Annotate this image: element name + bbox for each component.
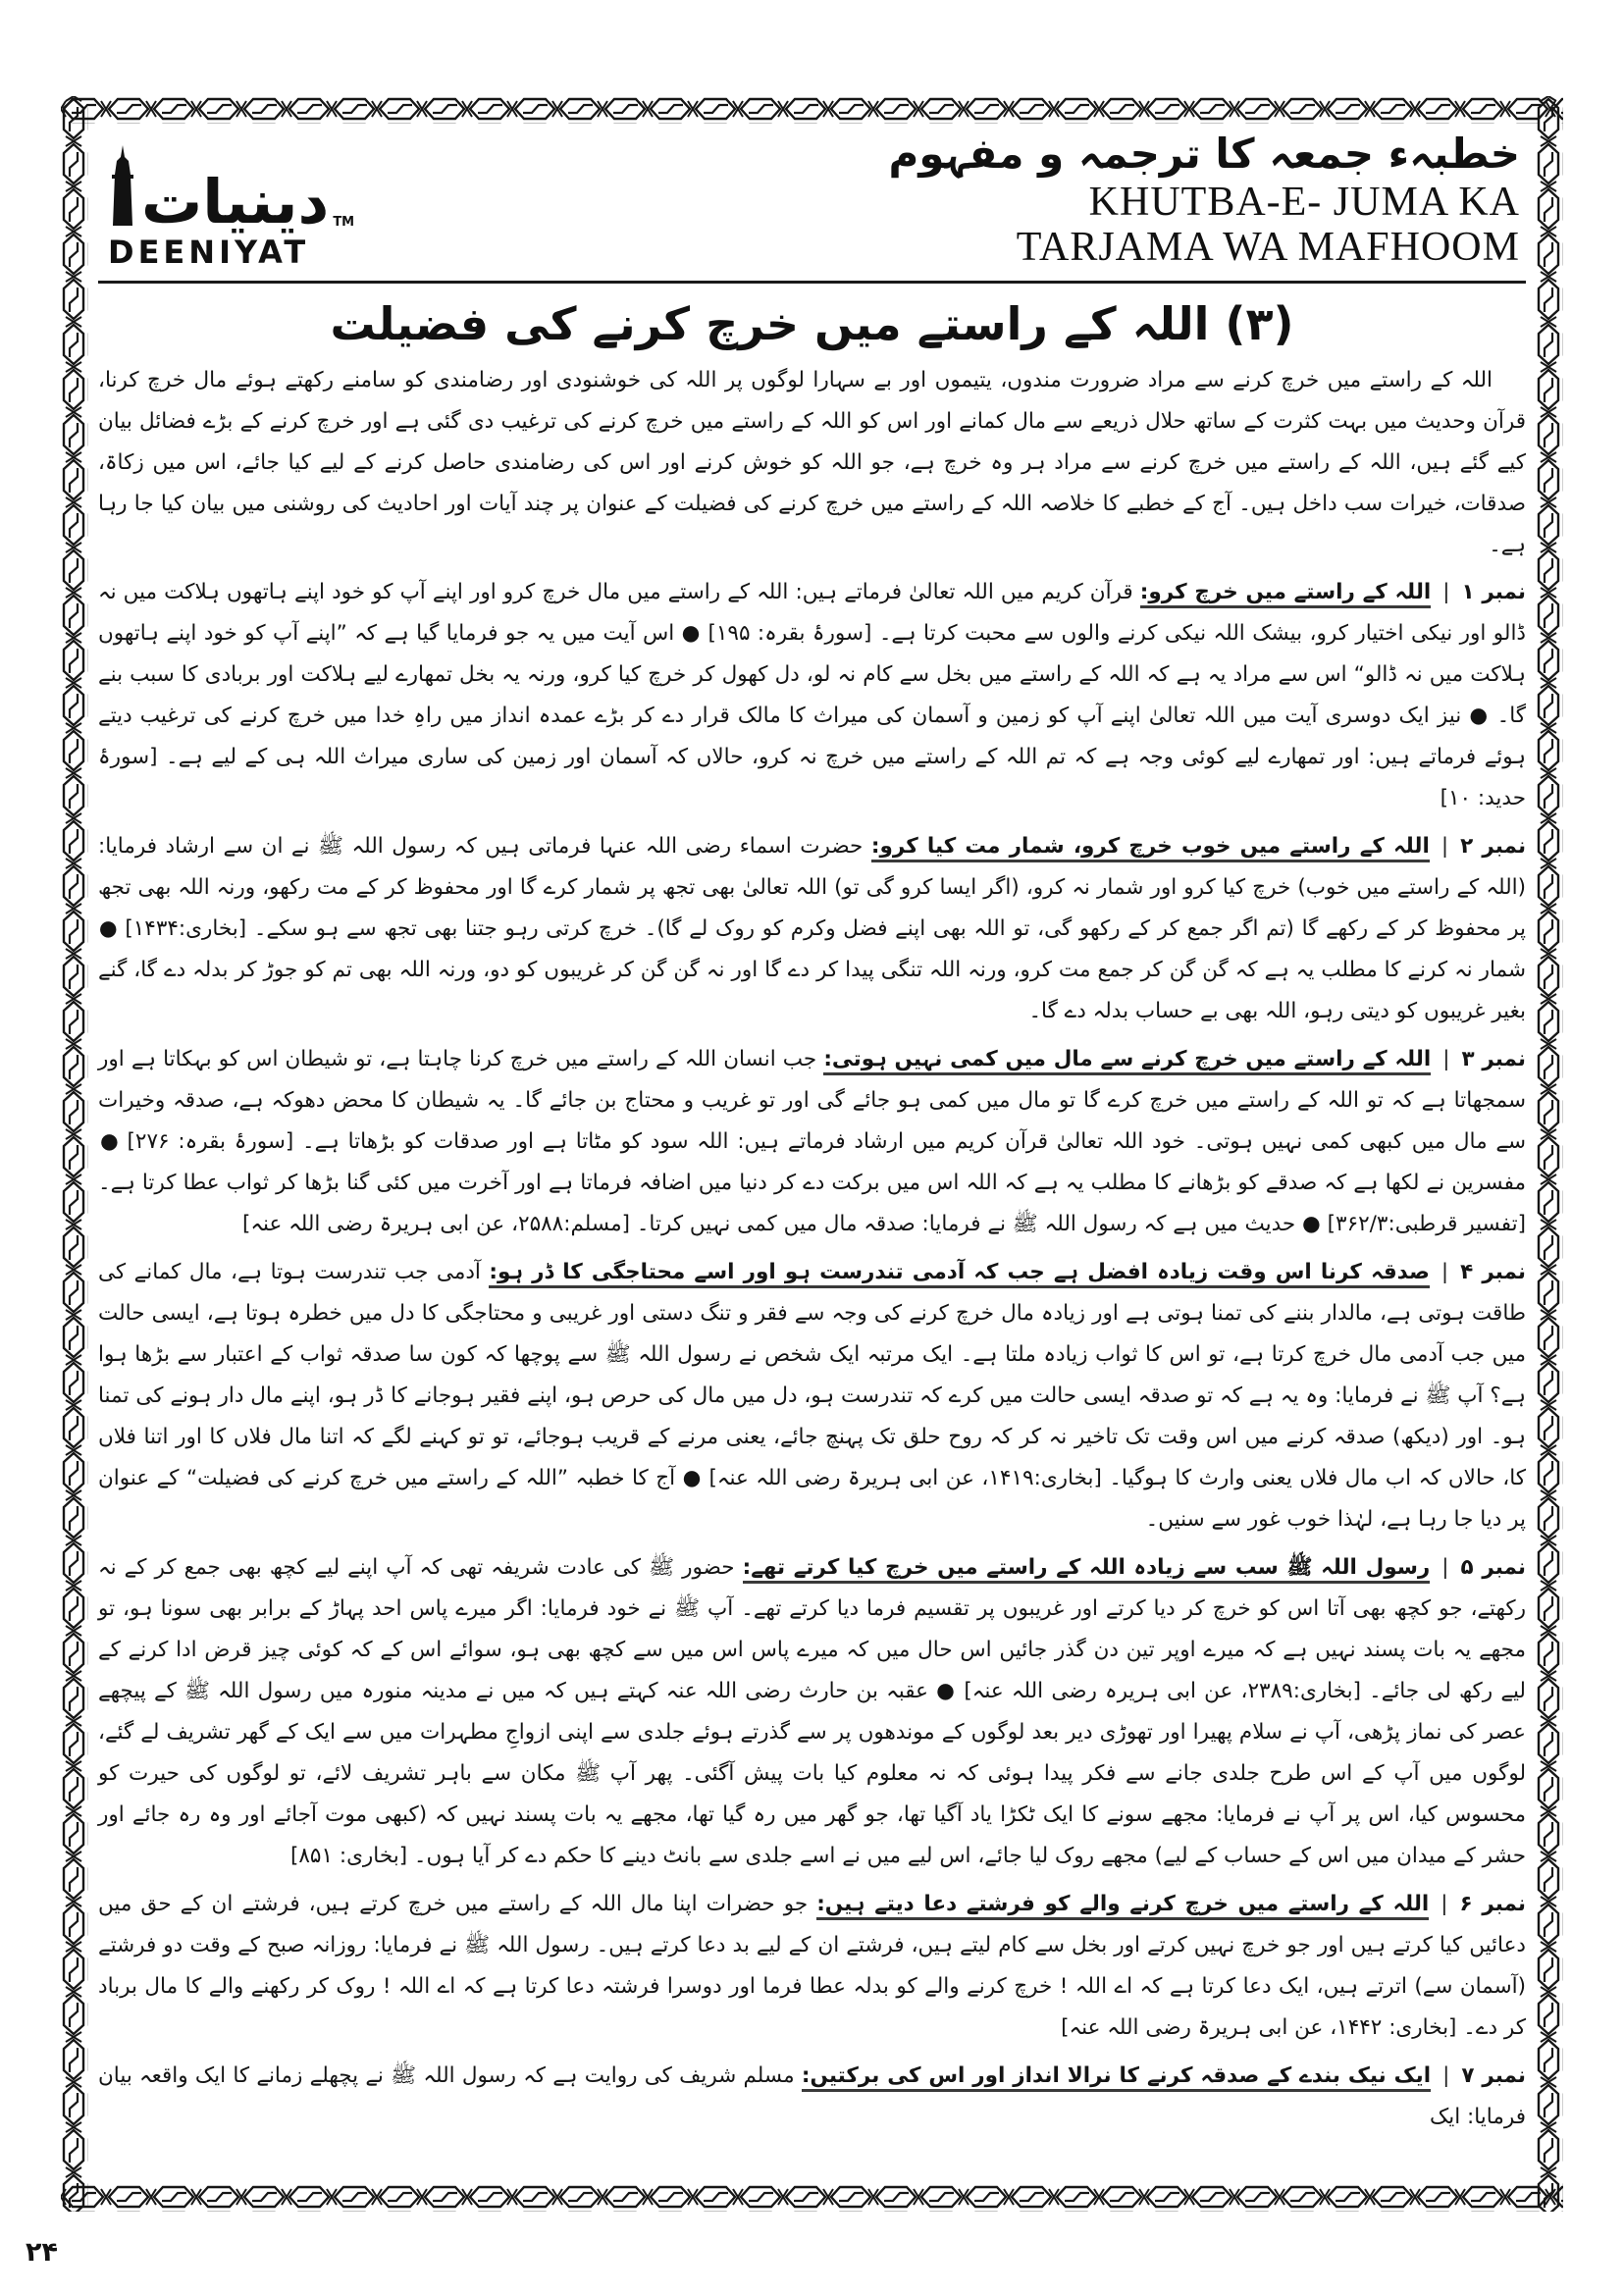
- intro-paragraph: اللہ کے راستے میں خرچ کرنے سے مراد ضرورت مندوں، یتیموں اور بے سہارا لوگوں پر اللہ کی خوشنودی اور رضامندی کو سامنے رکھتے ہوئے مال خرچ کرنا، قرآن وحدیث میں بہت کثرت کے ساتھ حلال ذریعے سے مال کمانے اور اس کو اللہ کے راستے میں خرچ کرنے کی ترغیب دی گئی ہے اور خرچ کرنے کے بڑے فضائل بیان کیے گئے ہیں، اللہ کے راستے میں خرچ کرنے سے مراد ہر وہ خرچ ہے، جو اللہ کو خوش کرنے اور اس کی رضامندی حاصل کرنے کے لیے کیا جائے، اس میں زکاۃ، صدقات، خیرات سب داخل ہیں۔ آج کے خطبے کا خلاصہ اللہ کے راستے میں خرچ کرنے کی فضیلت کے عنوان پر چند آیات اور احادیث کی روشنی میں بیان کیا جا رہا ہے۔: [98, 368, 1526, 557]
- numbered-section: [98, 1039, 1526, 1245]
- section-number: نمبر ۴: [1460, 1260, 1526, 1284]
- section-separator: |: [1441, 834, 1449, 859]
- section-separator: |: [1442, 2063, 1450, 2088]
- section-body-text: حضرت اسماء رضی اللہ عنہا فرماتی ہیں کہ رسول اللہ ﷺ نے ان سے ارشاد فرمایا: (اللہ کے راستے میں خوب) خرچ کیا کرو اور شمار نہ کرو، (اگر ایسا کرو گی تو) اللہ تعالیٰ بھی تجھ پر شمار کرے گا اور محفوظ کر کے مت رکھو، ورنہ اللہ بھی تجھ پر محفوظ کر کے رکھے گا (تم اگر جمع کر کے رکھو گی، تو اللہ بھی اپنے فضل وکرم کو روک لے گا)۔ خرچ کرتی رہو جتنا بھی تجھ سے ہو سکے۔ [بخاری:۱۴۳۴] ● شمار نہ کرنے کا مطلب یہ ہے کہ گن گن کر جمع مت کرو، ورنہ اللہ تنگی پیدا کر دے گا اور نہ گن گن کر غریبوں کو دو، ورنہ اللہ بھی تم کو جوڑ کر بدلہ دے گا، گنے بغیر غریبوں کو دیتی رہو، اللہ بھی بے حساب بدلہ دے گا۔: [98, 834, 1527, 1023]
- section-number: نمبر ۵: [1460, 1555, 1527, 1580]
- section-title: رسول اللہ ﷺ سب سے زیادہ اللہ کے راستے میں خرچ کیا کرتے تھے:: [743, 1555, 1431, 1584]
- logo-urdu-wordmark: دینیات: [141, 166, 330, 238]
- section-separator: |: [1441, 1892, 1448, 1916]
- chain-border-bottom: [61, 2184, 1563, 2212]
- page-content: [98, 126, 1526, 2145]
- section-title: اللہ کے راستے میں خرچ کرنے والے کو فرشتے دعا دیتے ہیں:: [816, 1892, 1429, 1920]
- section-title: اللہ کے راستے میں خرچ کرنے سے مال میں کمی نہیں ہوتی:: [823, 1047, 1431, 1075]
- trademark-mark: TM: [333, 215, 355, 230]
- section-separator: |: [1441, 1260, 1449, 1284]
- numbered-section: [98, 1252, 1526, 1540]
- section-separator: |: [1441, 1555, 1449, 1580]
- logo-latin-wordmark: DEENIYAT: [108, 234, 310, 271]
- section-number: نمبر ۲: [1460, 834, 1527, 859]
- numbered-section: [98, 826, 1526, 1032]
- section-body-text: جب انسان اللہ کے راستے میں خرچ کرنا چاہتا ہے، تو شیطان اس کو بہکاتا ہے اور سمجھاتا ہے کہ تو اللہ کے راستے میں خرچ کرے گا تو مال میں کمی ہو جائے گی اور تو غریب و محتاج بن جائے گا۔ یہ شیطان کا محض دھوکہ ہے، صدقہ وخیرات سے مال میں کبھی کمی نہیں ہوتی۔ خود اللہ تعالیٰ قرآن کریم میں ارشاد فرماتے ہیں: اللہ سود کو مٹاتا ہے اور صدقات کو بڑھاتا ہے۔ [سورۂ بقرہ: ۲۷۶] ● مفسرین نے لکھا ہے کہ صدقے کو بڑھانے کا مطلب یہ ہے کہ اللہ اس میں برکت دے کر دنیا میں اضافہ فرماتا ہے اور آخرت میں کئی گنا بڑھا کر ثواب عطا کرتا ہے۔ [تفسیر قرطبی:۳۶۲/۳] ● حدیث میں ہے کہ رسول اللہ ﷺ نے فرمایا: صدقہ مال میں کمی نہیں کرتا۔ [مسلم:۲۵۸۸، عن ابی ہریرۃ رضی اللہ عنہ]: [98, 1047, 1527, 1236]
- numbered-section: [98, 1884, 1526, 2049]
- chain-border-left: [61, 96, 88, 2212]
- section-body-text: آدمی جب تندرست ہوتا ہے، مال کمانے کی طاقت ہوتی ہے، مالدار بننے کی تمنا ہوتی ہے اور زیادہ مال خرچ کرنے کی وجہ سے فقر و تنگ دستی اور غریبی و محتاجگی کا دل میں خطرہ ہوتا ہے، ایسی حالت میں جب آدمی مال خرچ کرتا ہے، تو اس کا ثواب زیادہ ملتا ہے۔ ایک مرتبہ ایک شخص نے رسول اللہ ﷺ سے پوچھا کہ کون سا صدقہ ثواب کے اعتبار سے بڑھا ہوا ہے؟ آپ ﷺ نے فرمایا: وہ یہ ہے کہ تو صدقہ ایسی حالت میں کرے کہ تندرست ہو، دل میں مال کی حرص ہو، اپنے فقیر ہوجانے کا ڈر ہو، اپنے مال دار ہونے کی تمنا ہو۔ اور (دیکھ) صدقہ کرنے میں اس وقت تک تاخیر نہ کر کہ روح حلق تک پہنچ جائے، یعنی مرنے کے قریب ہوجائے، تو تو کہنے لگے کہ اتنا مال فلاں کا اور اتنا فلاں کا، حالاں کہ اب مال فلاں یعنی وارث کا ہوگیا۔ [بخاری:۱۴۱۹، عن ابی ہریرۃ رضی اللہ عنہ] ● آج کا خطبہ ”اللہ کے راستے میں خرچ کرنے کی فضیلت“ کے عنوان پر دیا جا رہا ہے، لہٰذا خوب غور سے سنیں۔: [98, 1260, 1526, 1532]
- numbered-section: [98, 1547, 1526, 1877]
- section-title: اللہ کے راستے میں خوب خرچ کرو، شمار مت کیا کرو:: [871, 834, 1430, 862]
- section-number: نمبر ۱: [1461, 580, 1527, 604]
- section-separator: |: [1442, 580, 1450, 604]
- document-body: [98, 360, 1526, 2138]
- urdu-calligraphy-title: خطبہء جمعہ کا ترجمہ و مفہوم: [888, 130, 1520, 178]
- section-body-text: حضور ﷺ کی عادت شریفہ تھی کہ آپ اپنے لیے کچھ بھی جمع کر کے نہ رکھتے، جو کچھ بھی آتا اس کو خرچ کر دیا کرتے اور غریبوں پر تقسیم فرما دیا کرتے تھے۔ آپ ﷺ نے خود فرمایا: اگر میرے پاس احد پہاڑ کے برابر بھی سونا ہو، تو مجھے یہ بات پسند نہیں ہے کہ میرے اوپر تین دن گذر جائیں اس حال میں کہ میرے پاس اس میں سے کچھ بھی ہو، سوائے اس کے کہ کوئی چیز قرض ادا کرنے کے لیے رکھ لی جائے۔ [بخاری:۲۳۸۹، عن ابی ہریرہ رضی اللہ عنہ] ● عقبہ بن حارث رضی اللہ عنہ کہتے ہیں کہ میں نے مدینہ منورہ میں رسول اللہ ﷺ کے پیچھے عصر کی نماز پڑھی، آپ نے سلام پھیرا اور تھوڑی دیر بعد لوگوں کے موندھوں پر سے گذرتے ہوئے جلدی سے اپنی ازواجِ مطہرات میں سے ایک کے گھر تشریف لے گئے، لوگوں میں آپ کے اس طرح جلدی جانے سے فکر پیدا ہوئی کہ نہ معلوم کیا بات پیش آگئی۔ پھر آپ ﷺ مکان سے باہر تشریف لائے، تو لوگوں کی حیرت کو محسوس کیا، اس پر آپ نے فرمایا: مجھے سونے کا ایک ٹکڑا یاد آگیا تھا، جو گھر میں رہ گیا تھا، مجھے یہ بات پسند نہیں کہ (کبھی موت آجائے اور وہ رہ جائے اور حشر کے میدان میں اس کے حساب کے لیے) مجھے روک لیا جائے، اس لیے میں نے اسے جلدی سے بانٹ دینے کا حکم دے کر آیا ہوں۔ [بخاری: ۸۵۱]: [98, 1555, 1526, 1868]
- section-number: نمبر ۷: [1461, 2063, 1526, 2088]
- section-number: نمبر ۶: [1459, 1892, 1526, 1916]
- latin-title-line1: KHUTBA-E- JUMA KA: [1088, 180, 1520, 226]
- latin-title-line2: TARJAMA WA MAFHOOM: [1016, 224, 1520, 270]
- section-body-text: قرآن کریم میں اللہ تعالیٰ فرماتے ہیں: اللہ کے راستے میں مال خرچ کرو اور اپنے آپ کو خود اپنے ہاتھوں ہلاکت میں نہ ڈالو اور نیکی اختیار کرو، بیشک اللہ نیکی کرنے والوں سے محبت کرتا ہے۔ [سورۂ بقرہ: ۱۹۵] ● اس آیت میں یہ جو فرمایا گیا ہے کہ ”اپنے آپ کو خود اپنے ہاتھوں ہلاکت میں نہ ڈالو“ اس سے مراد یہ ہے کہ اللہ کے راستے میں بخل سے کام نہ لو، دل کھول کر خرچ کیا کرو، ورنہ یہ بخل تمھارے لیے ہلاکت اور بربادی کا سبب بنے گا۔ ● نیز ایک دوسری آیت میں اللہ تعالیٰ اپنے آپ کو زمین و آسمان کی میراث کا مالک قرار دے کر بڑے عمدہ انداز میں راہِ خدا میں خرچ کرنے کی ترغیب دیتے ہوئے فرماتے ہیں: اور تمھارے لیے کوئی وجہ ہے کہ تم اللہ کے راستے میں خرچ نہ کرو، حالاں کہ آسمان اور زمین کی ساری میراث اللہ ہی کے لیے ہے۔ [سورۂ حدید: ۱۰]: [98, 580, 1526, 810]
- section-title: اللہ کے راستے میں خرچ کرو:: [1140, 580, 1431, 608]
- sections: [98, 572, 1526, 2138]
- section-body-text: مسلم شریف کی روایت ہے کہ رسول اللہ ﷺ نے پچھلے زمانے کا ایک واقعہ بیان فرمایا: ایک: [98, 2063, 1526, 2129]
- deeniyat-logo: [108, 145, 354, 271]
- logo-row: [108, 145, 355, 238]
- section-title: صدقہ کرنا اس وقت زیادہ افضل ہے جب کہ آدمی تندرست ہو اور اسے محتاجگی کا ڈر ہو:: [489, 1260, 1430, 1288]
- section-body-text: جو حضرات اپنا مال اللہ کے راستے میں خرچ کرتے ہیں، فرشتے ان کے حق میں دعائیں کیا کرتے ہیں اور جو خرچ نہیں کرتے اور بخل سے کام لیتے ہیں، فرشتے ان کے لیے بد دعا کرتے ہیں۔ رسول اللہ ﷺ نے فرمایا: روزانہ صبح کے وقت دو فرشتے (آسمان سے) اترتے ہیں، ایک دعا کرتا ہے کہ اے اللہ ! خرچ کرنے والے کو بدلہ عطا فرما اور دوسرا فرشتہ دعا کرتا ہے کہ اے اللہ ! روک کر رکھنے والے کا مال برباد کر دے۔ [بخاری: ۱۴۴۲، عن ابی ہریرۃ رضی اللہ عنہ]: [98, 1892, 1526, 2040]
- numbered-section: [98, 572, 1526, 819]
- masthead-titles: [889, 130, 1520, 270]
- page-title: (۳) اللہ کے راستے میں خرچ کرنے کی فضیلت: [330, 297, 1294, 350]
- chain-border-top: [61, 96, 1563, 124]
- minaret-icon: [108, 145, 137, 230]
- section-title: ایک نیک بندے کے صدقہ کرنے کا نرالا انداز اور اس کی برکتیں:: [802, 2063, 1431, 2092]
- section-number: نمبر ۳: [1461, 1047, 1527, 1071]
- chain-border-right: [1536, 96, 1563, 2212]
- masthead: [98, 126, 1526, 284]
- page-number: ۲۴: [26, 2237, 58, 2268]
- numbered-section: [98, 2056, 1526, 2138]
- section-separator: |: [1442, 1047, 1450, 1071]
